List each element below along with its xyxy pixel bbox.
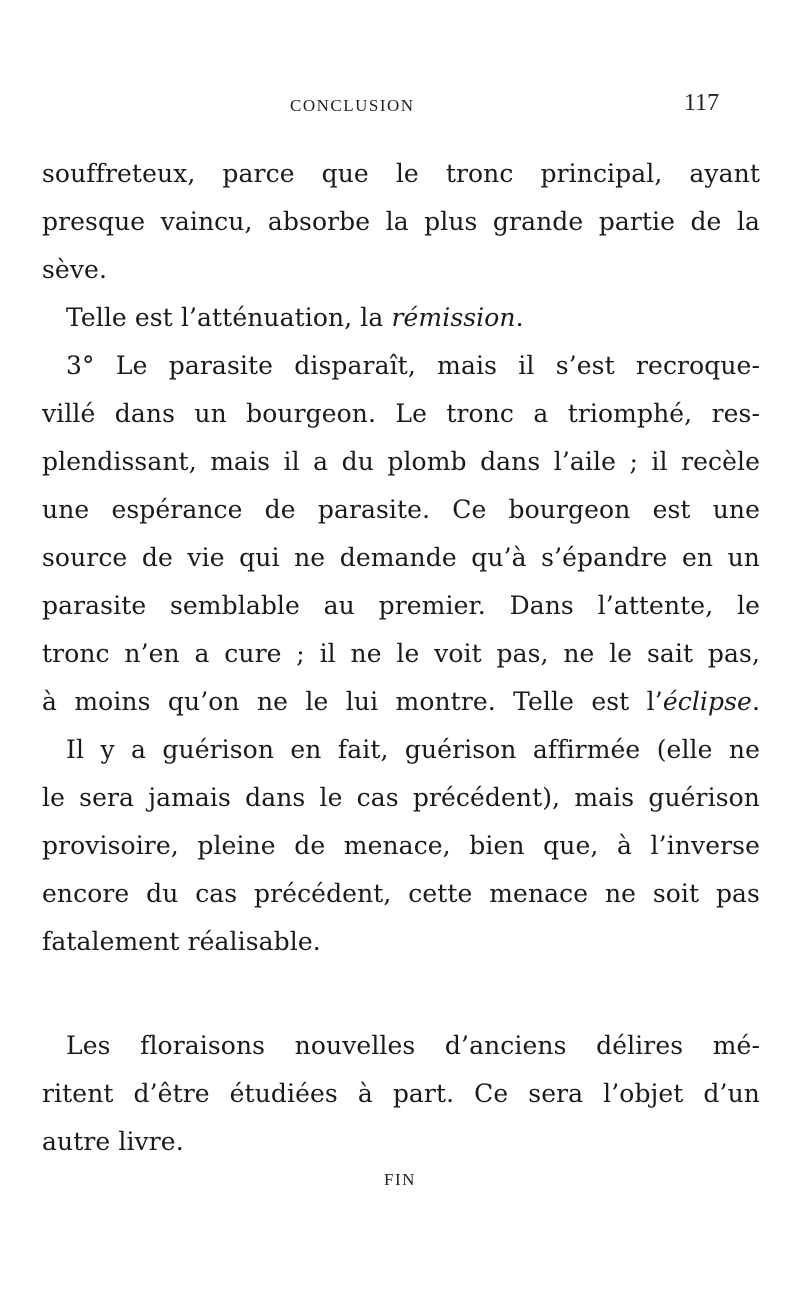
text-line <box>42 678 760 726</box>
italic-term-remission: rémission <box>391 303 516 332</box>
text-segment: . <box>751 687 760 716</box>
body-text <box>42 150 760 1166</box>
text-line <box>42 294 760 342</box>
text-line: ritent d’être étudiées à part. Ce sera l’objet d’un <box>42 1079 760 1108</box>
paragraph-3 <box>42 342 760 966</box>
paragraph-1 <box>42 150 760 294</box>
text-line: plendissant, mais il a du plomb dans l’aile ; il recèle <box>42 447 760 476</box>
text-line: une espérance de parasite. Ce bourgeon est une <box>42 495 760 524</box>
running-head <box>0 90 800 130</box>
text-segment: Telle est l’atténuation, la <box>66 303 392 332</box>
page-number: 117 <box>684 90 720 116</box>
text-line: souffreteux, parce que le tronc principal, ayant <box>42 159 760 188</box>
text-line: autre livre. <box>42 1127 184 1156</box>
italic-term-eclipse: éclipse <box>662 687 752 716</box>
paragraph-2 <box>42 294 760 342</box>
end-mark: FIN <box>384 1170 416 1189</box>
paragraph-4 <box>42 1022 760 1166</box>
text-line: Les floraisons nouvelles d’anciens délires mé- <box>66 1031 760 1060</box>
running-title: CONCLUSION <box>290 96 415 115</box>
paragraph-gap <box>42 966 760 1022</box>
text-line: villé dans un bourgeon. Le tronc a triomphé, res- <box>42 399 760 428</box>
text-line: fatalement réalisable. <box>42 927 321 956</box>
text-line: 3° Le parasite disparaît, mais il s’est recroque- <box>66 351 760 380</box>
text-line: source de vie qui ne demande qu’à s’épandre en un <box>42 543 760 572</box>
text-line: provisoire, pleine de menace, bien que, à l’inverse <box>42 831 760 860</box>
text-line: Il y a guérison en fait, guérison affirmée (elle ne <box>66 735 760 764</box>
text-line: le sera jamais dans le cas précédent), mais guérison <box>42 783 760 812</box>
text-segment: à moins qu’on ne le lui montre. Telle est l’ <box>42 687 663 716</box>
text-segment: . <box>515 303 524 332</box>
text-line: tronc n’en a cure ; il ne le voit pas, ne le sait pas, <box>42 639 760 668</box>
text-line: encore du cas précédent, cette menace ne soit pas <box>42 879 760 908</box>
text-line: sève. <box>42 255 107 284</box>
text-line: parasite semblable au premier. Dans l’attente, le <box>42 591 760 620</box>
text-line: presque vaincu, absorbe la plus grande partie de la <box>42 207 760 236</box>
